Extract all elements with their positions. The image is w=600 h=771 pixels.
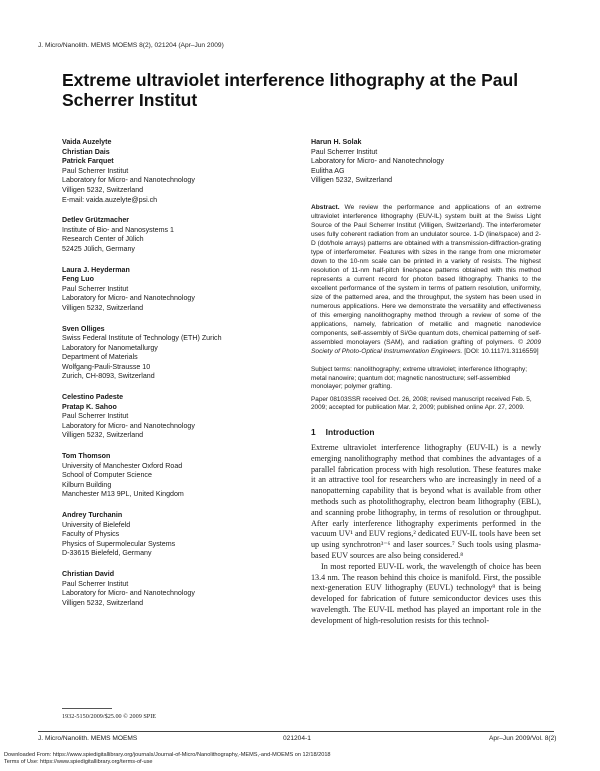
author-name: Feng Luo xyxy=(62,275,94,284)
affiliation-line: Laboratory for Micro- and Nanotechnology xyxy=(62,294,195,303)
terms-line: Terms of Use: https://www.spiedigitallibrary.org/terms-of-use xyxy=(4,759,153,766)
author-name: Pratap K. Sahoo xyxy=(62,402,117,411)
affiliation-line: Laboratory for Micro- and Nanotechnology xyxy=(311,157,444,166)
author-block xyxy=(62,266,300,314)
affiliation-line: 52425 Jülich, Germany xyxy=(62,244,135,253)
affiliation-line: Villigen 5232, Switzerland xyxy=(62,185,144,194)
affiliation-line: E-mail: vaida.auzelyte@psi.ch xyxy=(62,195,158,204)
paper-history: Paper 08103SSR received Oct. 26, 2008; revised manuscript received Feb. 5, 2009; accepted for publication Mar. 2, 2009; published online Apr. 27, 2009. xyxy=(311,395,532,412)
author-name: Patrick Farquet xyxy=(62,157,114,166)
author-block xyxy=(62,138,300,205)
authors-left-column xyxy=(62,138,300,619)
author-name: Detlev Grützmacher xyxy=(62,216,130,225)
affiliation-line: Eulitha AG xyxy=(311,166,345,175)
affiliation-line: Laboratory for Nanometallurgy xyxy=(62,343,158,352)
affiliation-line: Research Center of Jülich xyxy=(62,235,144,244)
affiliation-line: Villigen 5232, Switzerland xyxy=(62,598,144,607)
paragraph: In most reported EUV-IL work, the wavelength of choice has been 13.4 nm. The reason behind this choice is manifold. First, the possible next-generation EUV lithography (EUVL) technology⁹ that is being developed for fabrication of future semiconductor devices uses this wavelength. The EUV-IL method has played an important role in the development of high-resolution resists for this technol- xyxy=(311,561,541,625)
affiliation-line: Laboratory for Micro- and Nanotechnology xyxy=(62,589,195,598)
affiliation-line: Wolfgang-Pauli-Strausse 10 xyxy=(62,362,151,371)
article-meta xyxy=(311,366,541,413)
affiliation-line: Physics of Supermolecular Systems xyxy=(62,539,176,548)
author-name: Sven Olliges xyxy=(62,324,105,333)
affiliation-line: Paul Scherrer Institut xyxy=(62,412,129,421)
affiliation-line: Paul Scherrer Institut xyxy=(62,284,129,293)
affiliation-line: Paul Scherrer Institut xyxy=(62,166,129,175)
author-block xyxy=(62,216,300,254)
author-name: Celestino Padeste xyxy=(62,393,124,402)
section-number: 1 xyxy=(311,426,316,437)
abstract-doi: [DOI: 10.1117/1.3116559] xyxy=(464,347,539,355)
author-name: Vaida Auzelyte xyxy=(62,138,112,146)
section-body xyxy=(311,443,541,627)
author-block-solak xyxy=(311,138,541,186)
author-name: Christian David xyxy=(62,569,115,578)
abstract-copyright: © 2009 Society of Photo-Optical Instrumentation Engineers. xyxy=(311,338,541,355)
right-column xyxy=(311,138,541,626)
download-line: Downloaded From: https://www.spiedigitallibrary.org/journals/Journal-of-Micro/Nanolithography,-MEMS,-and-MOEMS on 12/18/2018 xyxy=(4,752,331,758)
affiliation-line: Zurich, CH-8093, Switzerland xyxy=(62,372,155,381)
section-heading xyxy=(311,427,541,438)
author-name: Christian Dais xyxy=(62,147,110,156)
abstract xyxy=(311,203,541,356)
journal-header: J. Micro/Nanolith. MEMS MOEMS 8(2), 021204 (Apr–Jun 2009) xyxy=(38,42,224,49)
author-name: Tom Thomson xyxy=(62,452,111,461)
download-notice xyxy=(4,752,331,766)
affiliation-line: Kilburn Building xyxy=(62,480,112,489)
footer-page-id: 021204-1 xyxy=(283,735,311,742)
author-block xyxy=(62,511,300,559)
footer-journal: J. Micro/Nanolith. MEMS MOEMS xyxy=(38,735,138,742)
page-title: Extreme ultraviolet interference lithography at the Paul Scherrer Institut xyxy=(62,70,519,110)
affiliation-line: Department of Materials xyxy=(62,353,138,362)
section-title: Introduction xyxy=(325,426,375,437)
paragraph: Extreme ultraviolet interference lithography (EUV-IL) is a newly emerging nanolithography method that combines the advantages of a parallel fabrication process with high resolution. These features make it an attractive tool for researchers who are increasingly in need of a nanopatterning capability that is beyond what is available from other methods such as photolithography, electron beam lithography (EBL), and scanning probe lithography, in terms of resolution or throughput. After early interference lithography experiments performed in the vacuum UV¹ and EUV regions,² dedicated EUV-IL tools have been set up using synchrotron³⁻⁶ and laser sources.⁷ Such tools using plasma-based EUV sources are also being considered.⁸ xyxy=(311,442,541,560)
affiliation-line: Villigen 5232, Switzerland xyxy=(62,303,144,312)
affiliation-line: Villigen 5232, Switzerland xyxy=(311,176,393,185)
author-block xyxy=(62,452,300,500)
abstract-text: We review the performance and applications of an extreme ultraviolet interference lithography (EUV-IL) system built at the Swiss Light Source of the Paul Scherrer Institut (Villigen, Switzerland). The interferometer uses fully coherent radiation from an undulator source. 1-D (line/space) and 2-D (dot/hole arrays) patterns are obtained with a transmission-diffraction-grating type of interferometer. Features with sizes in the range from one micrometer down to the 10-nm scale can be printed in a variety of resists. The highest resolution of 11-nm half-pitch line/space patterns obtained with this method represents a current record for photon based lithography. Thanks to the excellent performance of the system in terms of pattern resolution, uniformity, size of the patterned area, and the throughput, the system has been used in numerous applications. Here we demonstrate the versatility and effectiveness of this emerging nanolithography method through a review of some of the applications, namely, fabrication of metallic and magnetic nanodevice components, self-assembly of Si/Ge quantum dots, chemical patterning of self-assembled monolayers (SAM), and radiation grafting of polymers. xyxy=(311,203,541,346)
subject-terms: Subject terms: nanolithography; extreme ultraviolet; interference lithography; metal nanowire; quantum dot; magnetic nanostructure; self-assembled monolayer; polymer grafting. xyxy=(311,365,527,391)
abstract-label: Abstract. xyxy=(311,203,340,211)
author-name: Harun H. Solak xyxy=(311,138,362,146)
affiliation-line: Manchester M13 9PL, United Kingdom xyxy=(62,490,184,499)
affiliation-line: Villigen 5232, Switzerland xyxy=(62,431,144,440)
affiliation-line: University of Bielefeld xyxy=(62,520,131,529)
author-block xyxy=(62,325,300,383)
affiliation-line: Swiss Federal Institute of Technology (ETH) Zurich xyxy=(62,334,222,343)
footnote-rule xyxy=(62,708,112,709)
affiliation-line: Institute of Bio- and Nanosystems 1 xyxy=(62,225,174,234)
author-name: Andrey Turchanin xyxy=(62,511,123,519)
affiliation-line: Laboratory for Micro- and Nanotechnology xyxy=(62,176,195,185)
affiliation-line: Paul Scherrer Institut xyxy=(62,579,129,588)
author-name: Laura J. Heyderman xyxy=(62,265,130,274)
author-block xyxy=(62,570,300,608)
affiliation-line: Faculty of Physics xyxy=(62,530,120,539)
footer-rule xyxy=(38,731,554,732)
affiliation-line: Laboratory for Micro- and Nanotechnology xyxy=(62,421,195,430)
affiliation-line: University of Manchester Oxford Road xyxy=(62,461,183,470)
affiliation-line: D-33615 Bielefeld, Germany xyxy=(62,549,152,558)
affiliation-line: Paul Scherrer Institut xyxy=(311,147,378,156)
affiliation-line: School of Computer Science xyxy=(62,471,152,480)
footnote-issn: 1932-5150/2009/$25.00 © 2009 SPIE xyxy=(62,713,157,720)
footer-issue: Apr–Jun 2009/Vol. 8(2) xyxy=(489,735,557,742)
author-block xyxy=(62,393,300,441)
